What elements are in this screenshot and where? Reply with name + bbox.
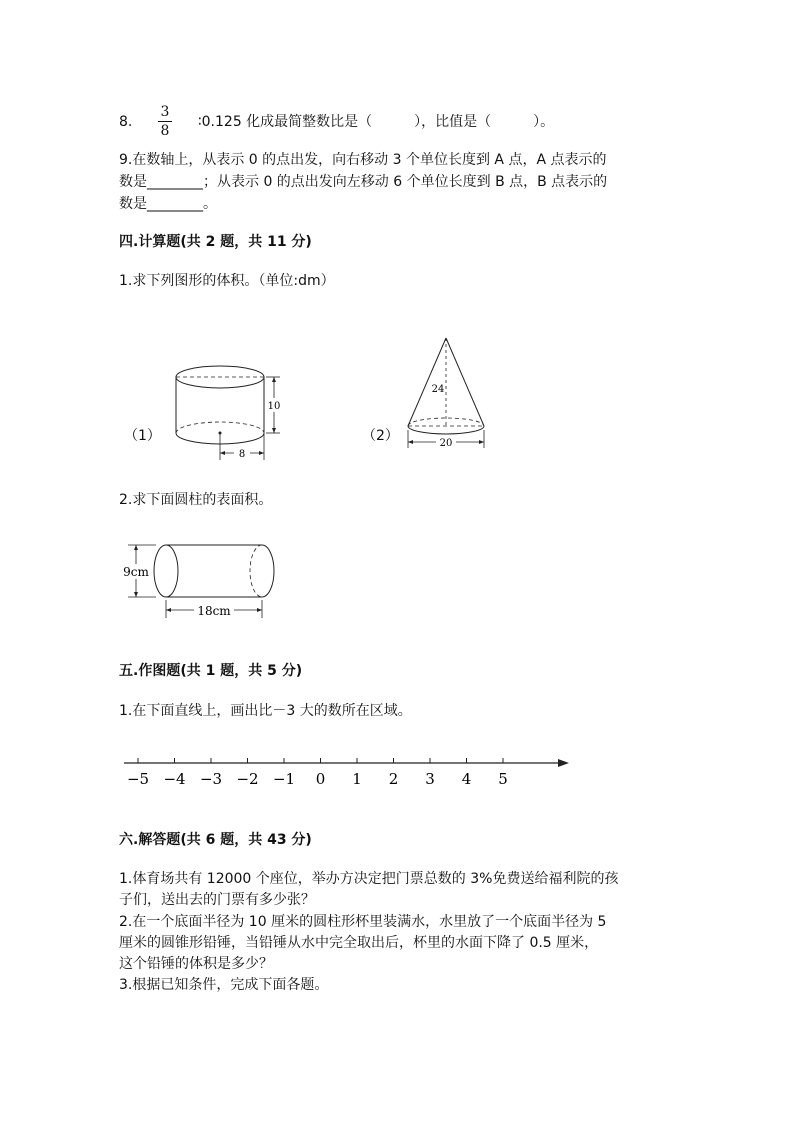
number-line-label: 4: [461, 770, 472, 788]
number-line-label: 5: [498, 770, 508, 788]
number-line-label: 1: [352, 770, 362, 788]
cone-figure-2: [400, 330, 500, 455]
fig1-height-label: 10: [267, 401, 281, 412]
section6-q2-line2: 厘米的圆锥形铅锤，当铅锤从水中完全取出后，杯里的水面下降了 0.5 厘米，: [119, 935, 599, 951]
fraction-denominator: 8: [160, 123, 170, 139]
section4-title: 四.计算题(共 2 题，共 11 分): [119, 234, 312, 250]
number-line: [118, 752, 573, 792]
fig1-radius-label: 8: [238, 449, 246, 460]
cylinder-figure-1: [168, 355, 288, 465]
section4-q1: 1.求下列图形的体积。（单位:dm）: [119, 273, 335, 289]
q9-line3: 数是________。: [119, 196, 217, 212]
fig2-label: （2）: [362, 428, 399, 444]
section6-q1-line2: 子们，送出去的门票有多少张？: [119, 892, 315, 908]
fig3-diameter-label: 9cm: [123, 565, 149, 579]
q8-fraction: [158, 104, 172, 139]
section6-q2-line1: 2.在一个底面半径为 10 厘米的圆柱形杯里装满水，水里放了一个底面半径为 5: [119, 914, 607, 930]
fig2-diameter-label: 20: [439, 438, 453, 449]
number-line-label: 2: [388, 770, 399, 788]
section5-title: 五.作图题(共 1 题，共 5 分): [119, 663, 303, 679]
number-line-label: −2: [236, 770, 259, 788]
section6-title: 六.解答题(共 6 题，共 43 分): [119, 832, 312, 848]
cylinder-figure-3: [118, 538, 283, 620]
fraction-bar: [158, 121, 172, 122]
fig1-label: （1）: [124, 428, 161, 444]
q8-number: 8.: [119, 114, 133, 130]
fig3-length-label: 18cm: [197, 604, 231, 618]
number-line-label: 3: [425, 770, 435, 788]
section4-q2: 2.求下面圆柱的表面积。: [119, 492, 273, 508]
section5-q1: 1.在下面直线上，画出比－3 大的数所在区域。: [119, 703, 412, 719]
number-line-label: 0: [315, 770, 326, 788]
q8-text: ∶0.125 化成最简整数比是（ ），比值是（ ）。: [198, 114, 555, 130]
fraction-numerator: 3: [160, 104, 170, 120]
number-line-label: −3: [199, 770, 223, 788]
number-line-label: −1: [272, 770, 296, 788]
q9-line2: 数是________；从表示 0 的点出发向左移动 6 个单位长度到 B 点，B 点表示的: [119, 174, 608, 190]
fig2-height-label: 24: [431, 384, 445, 395]
section6-q1-line1: 1.体育场共有 12000 个座位，举办方决定把门票总数的 3%免费送给福利院的孩: [119, 871, 619, 887]
section6-q2-line3: 这个铅锤的体积是多少？: [119, 956, 273, 972]
number-line-label: −5: [126, 770, 150, 788]
section6-q3: 3.根据已知条件，完成下面各题。: [119, 977, 329, 993]
q9-line1: 9.在数轴上，从表示 0 的点出发，向右移动 3 个单位长度到 A 点，A 点表示的: [119, 152, 607, 168]
number-line-label: −4: [163, 770, 186, 788]
